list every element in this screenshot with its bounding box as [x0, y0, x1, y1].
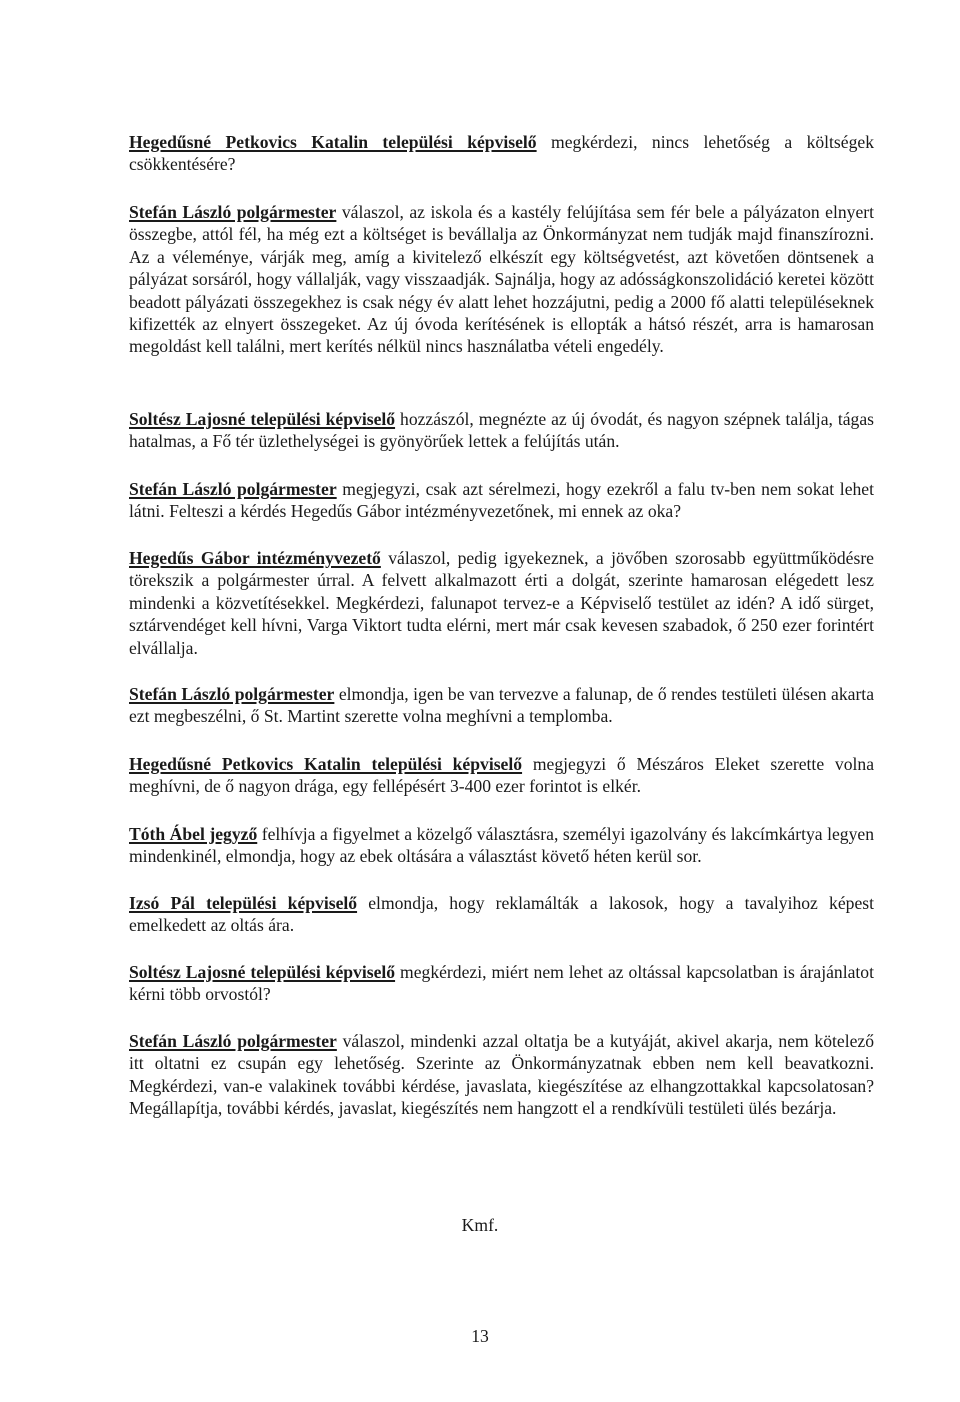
paragraph-9: [129, 892, 874, 937]
paragraph-3: [129, 408, 874, 453]
paragraph-text: elmondja, hogy reklamálták a lakosok, hogy a tavalyihoz képest emelkedett az oltás ára.: [129, 893, 874, 936]
paragraph-10: [129, 961, 874, 1006]
paragraph-7: [129, 753, 874, 798]
paragraph-4: [129, 478, 874, 523]
paragraph-text: megjegyzi, csak azt sérelmezi, hogy ezekről a falu tv-ben nem sokat lehet látni. Felteszi a kérdés Hegedűs Gábor intézményvezetőnek, mi ennek az oka?: [129, 479, 874, 522]
paragraph-text: megjegyzi ő Mészáros Eleket szerette volna meghívni, de ő nagyon drága, egy fellépésért 3-400 ezer forintot is elkér.: [129, 754, 874, 797]
closing-kmf: Kmf.: [461, 1215, 499, 1235]
paragraph-text: elmondja, igen be van tervezve a falunap, de ő rendes testületi ülésen akarta ezt megbeszélni, ő St. Martint szerette volna meghívni a templomba.: [129, 684, 874, 727]
speaker-name: Soltész Lajosné települési képviselő: [129, 962, 396, 982]
paragraph-5: [129, 547, 874, 659]
speaker-name: Stefán László polgármester: [129, 479, 337, 499]
page-number: 13: [471, 1326, 489, 1346]
paragraph-text: válaszol, mindenki azzal oltatja be a kutyáját, akivel akarja, nem kötelező itt oltatni ez csupán egy lehetőség. Szerinte az Önkormányzatnak ebben nem kell beavatkozni. Megkérdezi, van-e valakinek további kérdése, javaslata, kiegészítése az elhangzottakkal kapcsolatosan? Megállapítja, további kérdés, javaslat, kiegészítés nem hangzott el a rendkívüli testületi ülés bezárja.: [129, 1031, 874, 1119]
paragraph-1: [129, 131, 874, 176]
paragraph-6: [129, 683, 874, 728]
speaker-name: Hegedűsné Petkovics Katalin települési képviselő: [129, 754, 523, 774]
speaker-name: Stefán László polgármester: [129, 684, 335, 704]
speaker-name: Stefán László polgármester: [129, 1031, 337, 1051]
speaker-name: Izsó Pál települési képviselő: [129, 893, 358, 913]
paragraph-text: válaszol, pedig igyekeznek, a jövőben szorosabb együttműködésre törekszik a polgármester úrral. A felvett alkalmazott érti a dolgát, szerinte hamarosan elégedett lesz mindenki a közvetítésekkel. Megkérdezi, falunapot tervez-e a Képviselő testület az idén? A idő sürget, sztárvendéget kell hívni, Varga Viktort tudta elérni, mert már csak kevesen szabadok, ő 250 ezer forintért elvállalja.: [129, 548, 874, 658]
speaker-name: Soltész Lajosné települési képviselő: [129, 409, 396, 429]
paragraph-11: [129, 1030, 874, 1120]
paragraph-2: [129, 201, 874, 358]
speaker-name: Stefán László polgármester: [129, 202, 337, 222]
paragraph-text: hozzászól, megnézte az új óvodát, és nagyon szépnek találja, tágas hatalmas, a Fő tér üzlethelységei is gyönyörűek lettek a felújítás után.: [129, 409, 875, 452]
speaker-name: Hegedűsné Petkovics Katalin települési képviselő: [129, 132, 537, 152]
speaker-name: Tóth Ábel jegyző: [129, 824, 258, 844]
paragraph-text: megkérdezi, miért nem lehet az oltással kapcsolatban is árajánlatot kérni több orvostól?: [129, 962, 874, 1005]
paragraph-text: válaszol, az iskola és a kastély felújítása sem fér bele a pályázaton elnyert összegbe, attól fél, ha még ezt a költséget is bevállalja az Önkormányzat nem tudják majd finanszírozni. Az a véleménye, várják meg, amíg a kivitelező elkészít egy költségvetést, azt követően döntsenek a pályázat sorsáról, hogy vállalják, vagy visszaadják. Sajnálja, hogy az adósságkonszolidáció keretei között beadott pályázati összegekhez is csak négy év alatt lehet hozzájutni, pedig a 2000 fő alatti településeknek kifizették az elnyert összegeket. Az új óvoda kerítésének is ellopták a hátsó részét, arra is hamarosan megoldást kell találni, mert kerítés nélkül nincs használatba vételi engedély.: [129, 202, 874, 357]
paragraph-text: megkérdezi, nincs lehetőség a költségek csökkentésére?: [129, 132, 874, 175]
paragraph-text: felhívja a figyelmet a közelgő választásra, személyi igazolvány és lakcímkártya legyen mindenkinél, elmondja, hogy az ebek oltására a választást követő héten kerül sor.: [129, 824, 874, 867]
paragraph-8: [129, 823, 874, 868]
speaker-name: Hegedűs Gábor intézményvezető: [129, 548, 381, 568]
